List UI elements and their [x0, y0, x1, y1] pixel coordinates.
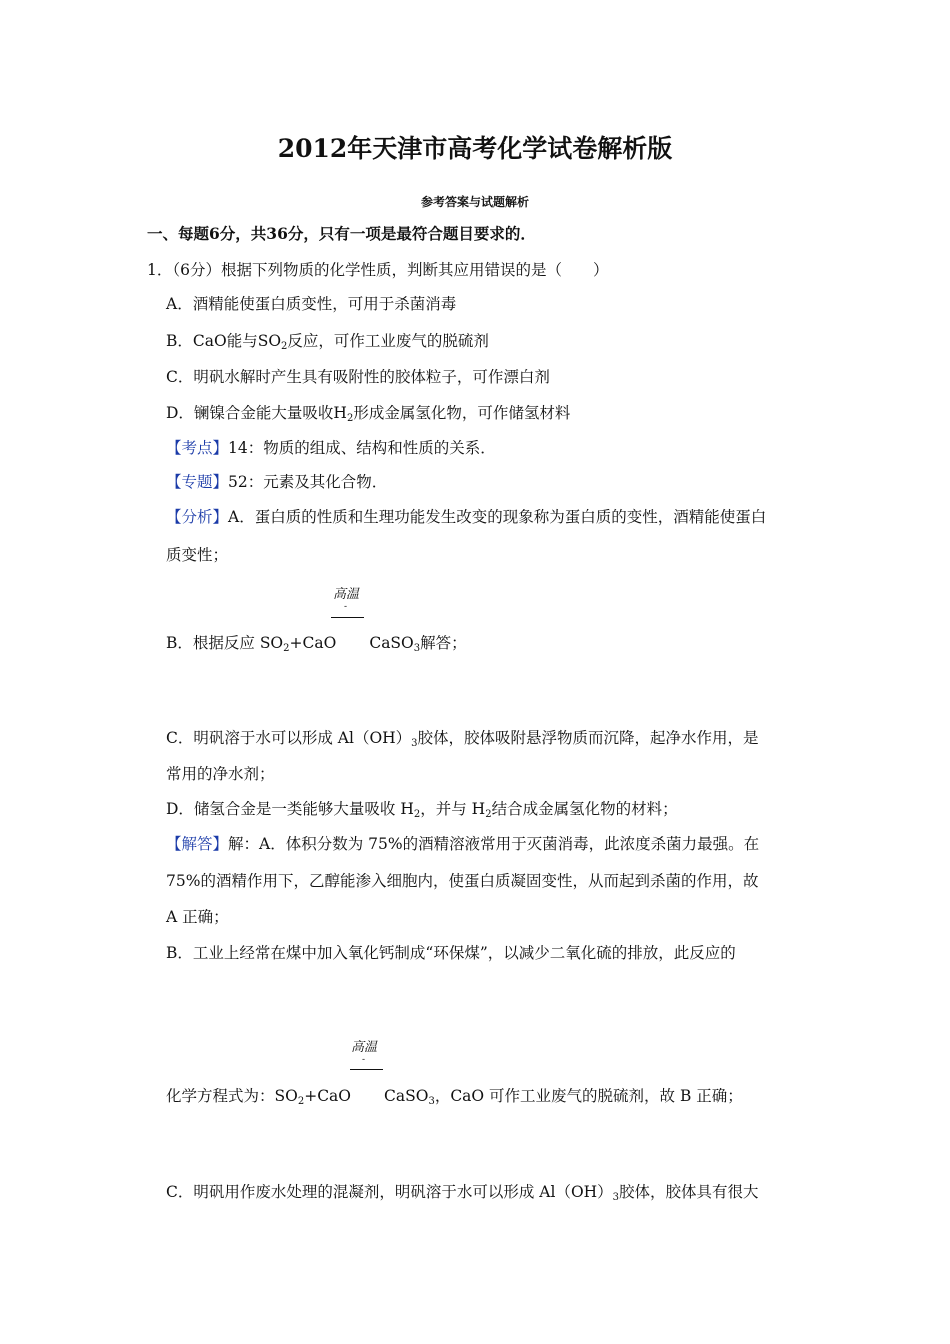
jieda-line-3: A 正确；	[166, 908, 229, 926]
jieda-line-b1: B．工业上经常在煤中加入氧化钙制成“环保煤”，以减少二氧化硫的排放，此反应的	[166, 944, 736, 962]
fenxi-line-c2: 常用的净水剂；	[166, 765, 275, 783]
reaction-condition-tick-2: -	[362, 1055, 366, 1065]
reaction-condition-label-2: 高温	[351, 1040, 378, 1055]
reaction-arrow-line	[331, 617, 364, 618]
jieda-line-2: 75%的酒精作用下，乙醇能渗入细胞内，使蛋白质凝固变性，从而起到杀菌的作用，故	[166, 872, 759, 890]
option-d: D．镧镍合金能大量吸收$H_2$形成金属氢化物，可作储氢材料	[166, 404, 571, 424]
fenxi-tag: 【分析】	[166, 508, 229, 526]
option-b: B．CaO能与$SO_2$反应，可作工业废气的脱硫剂	[166, 332, 489, 352]
page-title: 2012年天津市高考化学试卷解析版	[277, 134, 673, 163]
kaodian-line: 【考点】14：物质的组成、结构和性质的关系．	[166, 439, 496, 457]
fenxi-line-c1: C．明矾溶于水可以形成 $Al(OH)_3$胶体，胶体吸附悬浮物质而沉降，起净水作用，是	[166, 729, 759, 749]
fenxi-line-b: B．根据反应 $SO_2+CaO$ CaSO$_3$解答；	[166, 634, 467, 654]
fenxi-line-a1: 【分析】A．蛋白质的性质和生理功能发生改变的现象称为蛋白质的变性，酒精能使蛋白	[166, 508, 767, 526]
fenxi-line-a2: 质变性；	[166, 546, 229, 564]
zhuanti-line: 【专题】52：元素及其化合物．	[166, 473, 388, 491]
reaction-arrow-line-2	[350, 1069, 383, 1070]
page-subtitle: 参考答案与试题解析	[420, 195, 529, 209]
reaction-condition-label: 高温	[333, 587, 360, 602]
kaodian-tag: 【考点】	[166, 439, 229, 457]
section-heading: 一、每题6分，共36分，只有一项是最符合题目要求的．	[147, 224, 536, 243]
jieda-line-b2: 化学方程式为：$SO_2+CaO$ CaSO$_3$，CaO 可作工业废气的脱硫剂，故 B 正确；	[166, 1087, 743, 1107]
option-a: A．酒精能使蛋白质变性，可用于杀菌消毒	[166, 295, 457, 313]
jieda-tag: 【解答】	[166, 835, 229, 853]
option-c: C．明矾水解时产生具有吸附性的胶体粒子，可作漂白剂	[166, 368, 550, 386]
question-stem: 1．（6分）根据下列物质的化学性质，判断其应用错误的是（ ）	[147, 261, 609, 279]
zhuanti-tag: 【专题】	[166, 473, 229, 491]
jieda-line-1: 【解答】解：A．体积分数为 75%的酒精溶液常用于灭菌消毒，此浓度杀菌力最强。在	[166, 835, 760, 853]
fenxi-line-d: D．储氢合金是一类能够大量吸收 $H_2$，并与 $H_2$结合成金属氢化物的材料；	[166, 800, 678, 820]
jieda-line-c1: C．明矾用作废水处理的混凝剂，明矾溶于水可以形成 $Al(OH)_3$胶体，胶体具有很大	[166, 1183, 759, 1203]
reaction-condition-tick: -	[344, 602, 348, 612]
